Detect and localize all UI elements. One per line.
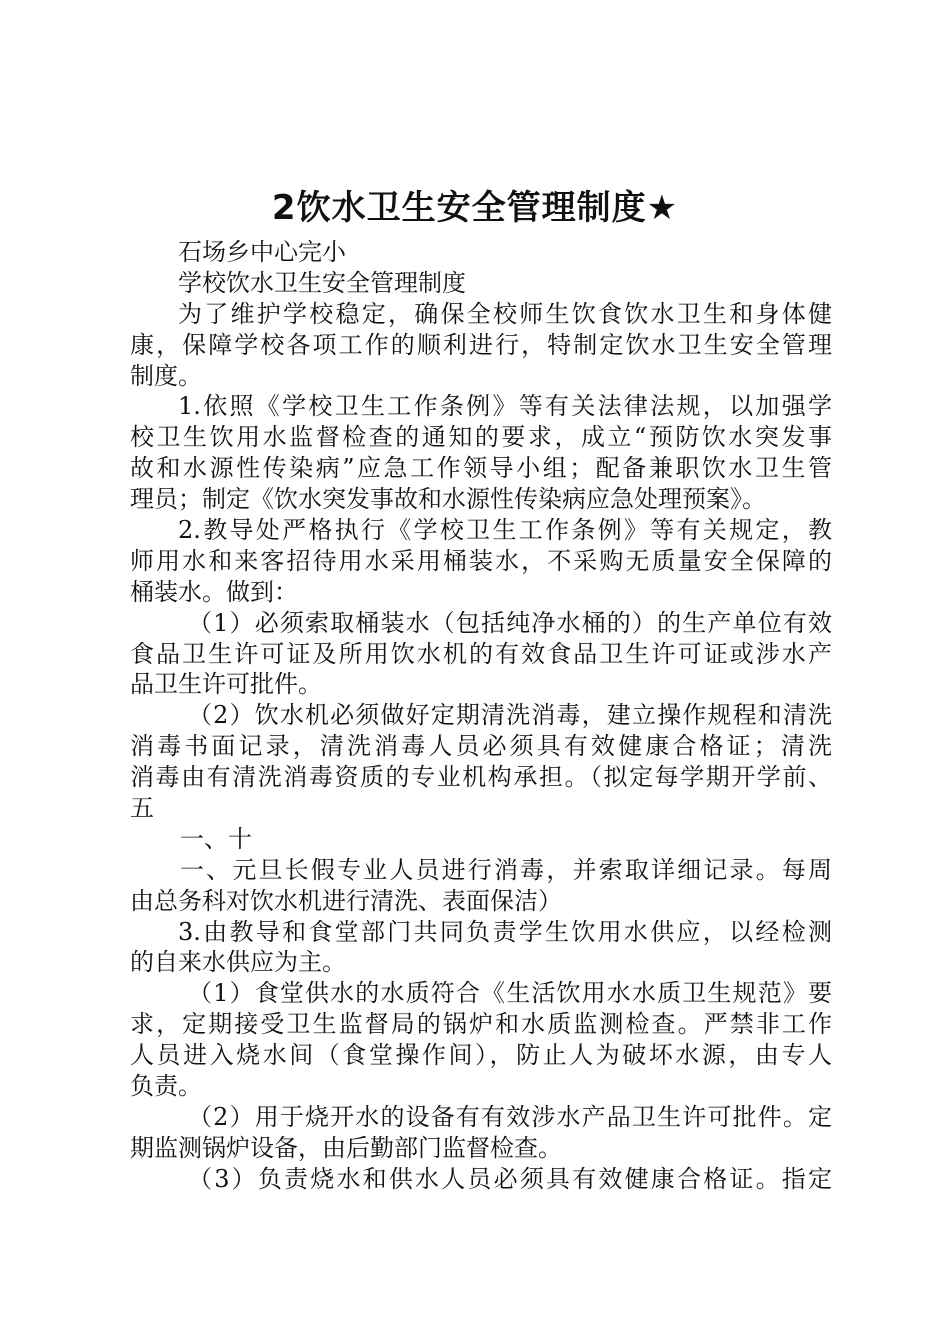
text-line: （2）饮水机必须做好定期清洗消毒，建立操作规程和清洗 [188, 701, 832, 730]
text-line: 制度。 [130, 361, 202, 390]
text-line: 消毒由有清洗消毒资质的专业机构承担。（拟定每学期开学前、 [130, 763, 832, 792]
text-line: 一、元旦长假专业人员进行消毒，并索取详细记录。每周 [180, 855, 832, 884]
text-line: 桶装水。做到： [130, 577, 298, 606]
text-line: 为了维护学校稳定，确保全校师生饮食饮水卫生和身体健 [178, 299, 832, 328]
text-line: 人员进入烧水间（食堂操作间），防止人为破坏水源，由专人 [130, 1041, 832, 1070]
text-line: 康，保障学校各项工作的顺利进行，特制定饮水卫生安全管理 [130, 330, 832, 359]
text-line: 理员；制定《饮水突发事故和水源性传染病应急处理预案》。 [130, 485, 766, 514]
text-line: 消毒书面记录，清洗消毒人员必须具有效健康合格证；清洗 [130, 732, 832, 761]
text-line: 学校饮水卫生安全管理制度 [178, 268, 466, 297]
text-line: 的自来水供应为主。 [130, 948, 346, 977]
text-line: 一、十 [180, 824, 252, 853]
text-line: 期监测锅炉设备，由后勤部门监督检查。 [130, 1133, 562, 1162]
text-line: 石场乡中心完小 [178, 238, 346, 266]
text-line: 由总务科对饮水机进行清洗、表面保洁） [130, 886, 562, 915]
text-line: 故和水源性传染病”应急工作领导小组；配备兼职饮水卫生管 [130, 454, 832, 483]
text-line: （2）用于烧开水的设备有有效涉水产品卫生许可批件。定 [188, 1102, 832, 1131]
text-line: 师用水和来客招待用水采用桶装水，不采购无质量安全保障的 [130, 546, 832, 575]
text-line: 3.由教导和食堂部门共同负责学生饮用水供应，以经检测 [178, 917, 832, 946]
text-line: （3）负责烧水和供水人员必须具有效健康合格证。指定 [188, 1164, 832, 1193]
document-body [130, 237, 832, 1195]
text-line: 负责。 [130, 1072, 202, 1101]
text-line: 食品卫生许可证及所用饮水机的有效食品卫生许可证或涉水产 [130, 639, 832, 668]
text-line: 校卫生饮用水监督检查的通知的要求，成立“预防饮水突发事 [130, 423, 832, 452]
text-line: 2.教导处严格执行《学校卫生工作条例》等有关规定，教 [178, 516, 832, 545]
document-title: 2饮水卫生安全管理制度★ [271, 188, 679, 228]
text-line: 品卫生许可批件。 [130, 670, 322, 699]
text-line: 五 [130, 794, 154, 823]
text-line: 1.依照《学校卫生工作条例》等有关法律法规，以加强学 [178, 392, 832, 421]
text-line: （1）必须索取桶装水（包括纯净水桶的）的生产单位有效 [188, 608, 832, 637]
text-line: 求，定期接受卫生监督局的锅炉和水质监测检查。严禁非工作 [130, 1010, 832, 1039]
text-line: （1）食堂供水的水质符合《生活饮用水水质卫生规范》要 [188, 979, 832, 1008]
